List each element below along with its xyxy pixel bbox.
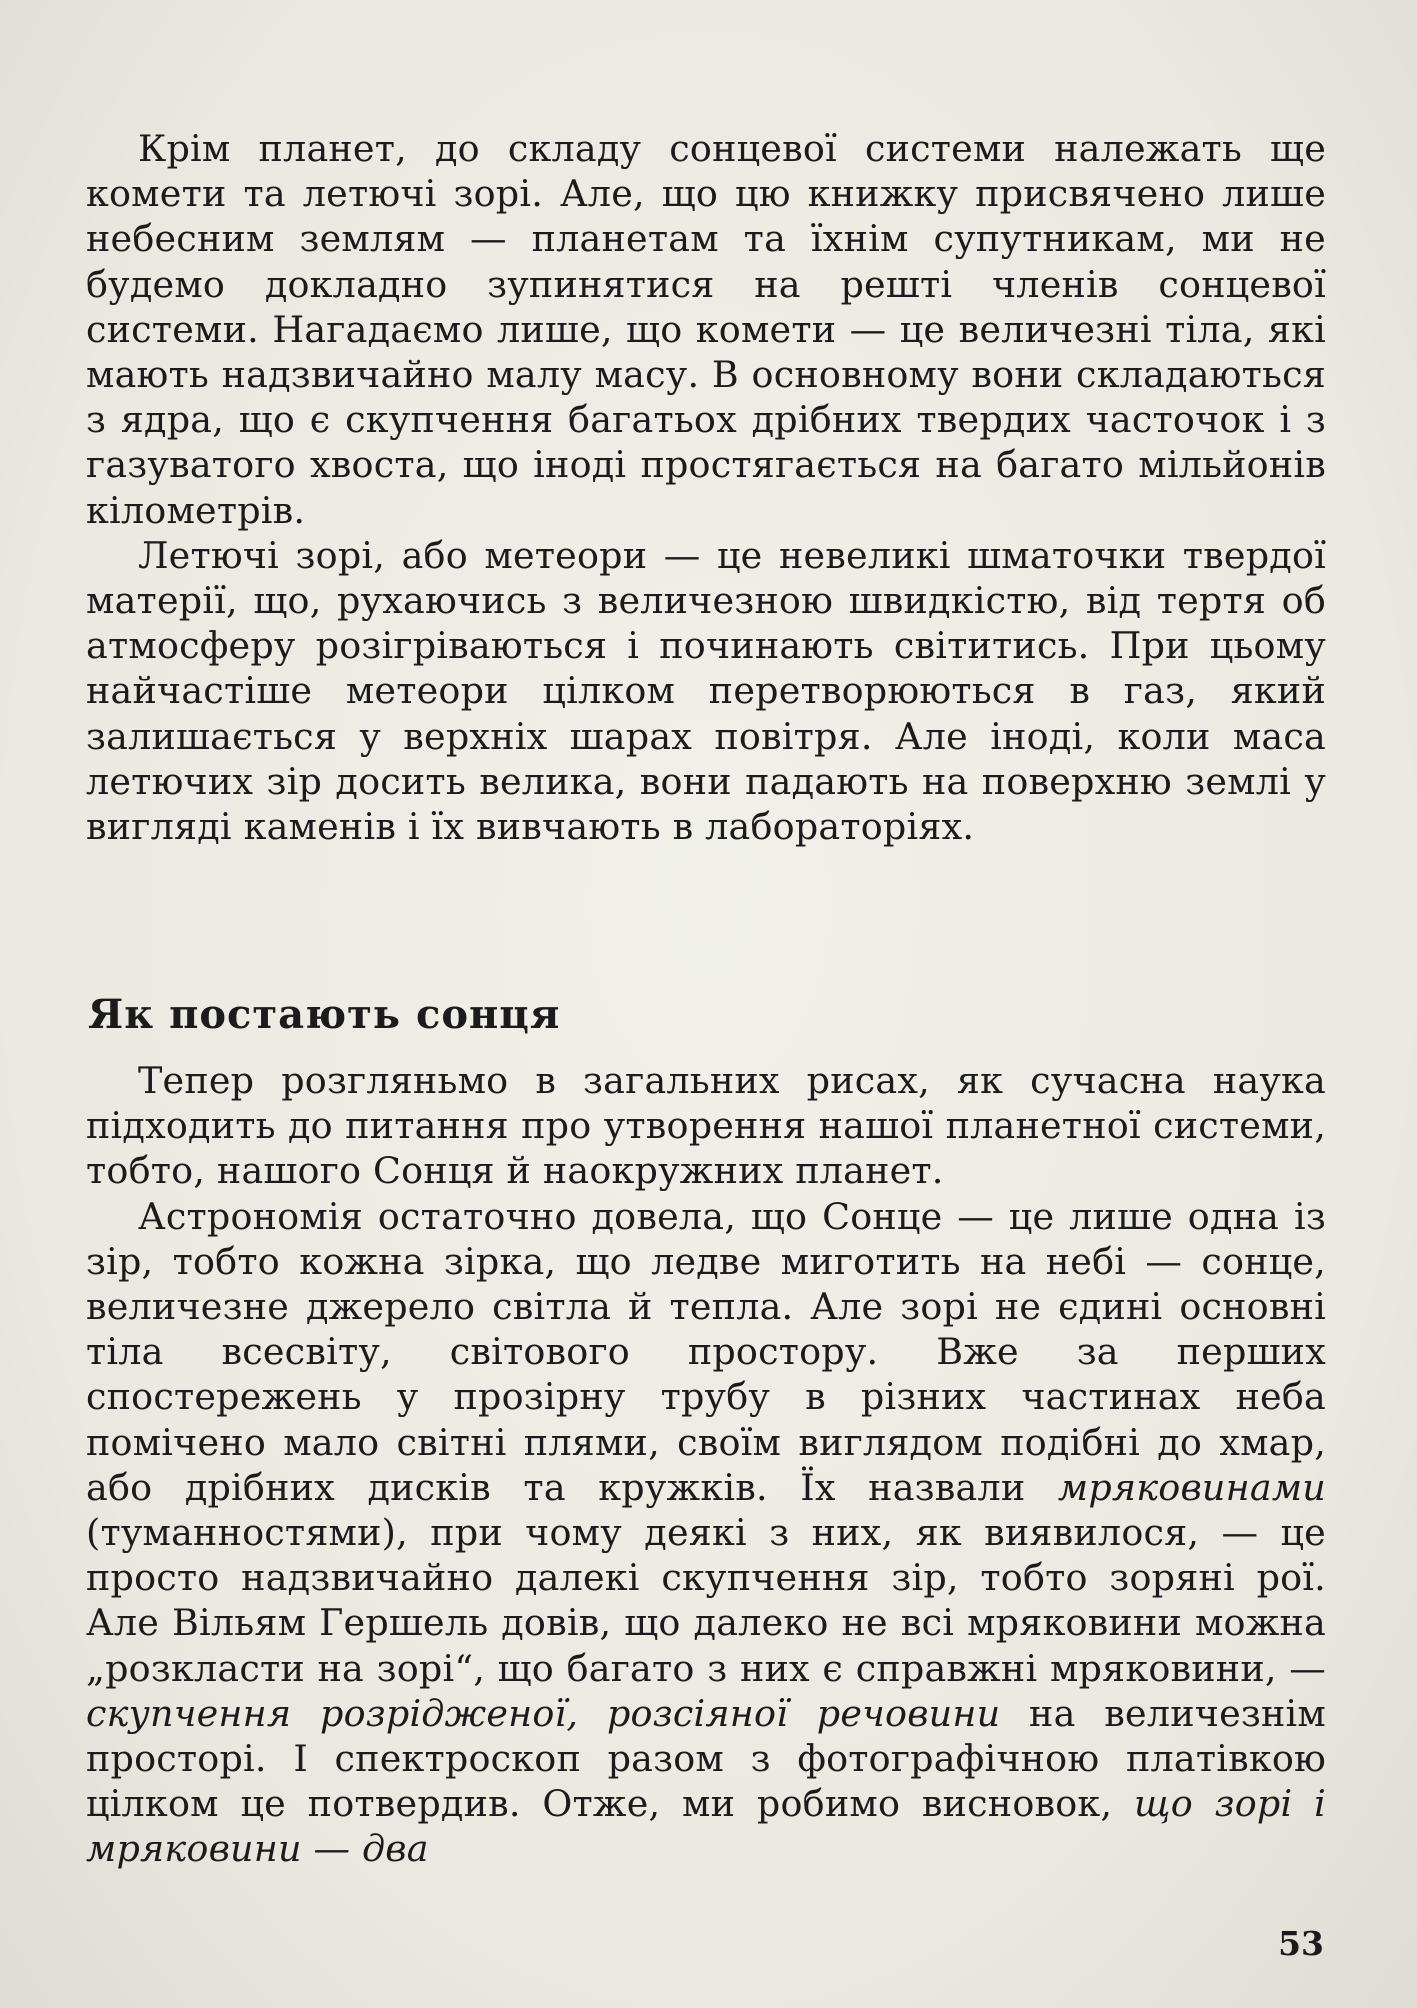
text-run: на величезнім просторі. І спектроскоп разом з фотографічною платівкою цілком це потвердив. Отже, ми робимо висновок, (86, 1691, 1326, 1826)
section-heading: Як постають сонця (88, 991, 561, 1038)
italic-term-nebulae: мряковинами (1057, 1465, 1326, 1509)
italic-phrase-conclusion: що зорі і мряковини — два (86, 1782, 1326, 1871)
page-number: 53 (1278, 1924, 1324, 1963)
italic-phrase-rarefied-matter: скупчення розрідженої, розсіяної речовини (86, 1691, 1001, 1735)
paragraph-intro: Тепер розгляньмо в загальних рисах, як сучасна наука підходить до питання про утворення нашої планетної системи, тобто, нашого Сонця й наокружних планет. (86, 1059, 1326, 1193)
section-how-suns-arise (86, 1058, 1326, 1872)
paragraph-comets: Крім планет, до складу сонцевої системи належать ще комети та летючі зорі. Але, що цю книжку присвячено лише небесним землям — планетам та їхнім супутникам, ми не будемо докладно зупинятися на решті членів сонцевої системи. Нагадаємо лише, що комети — це величезні тіла, які мають надзвичайно малу масу. В основному вони складаються з ядра, що є скупчення багатьох дрібних твердих часточок і з газуватого хвоста, що іноді простягається на багато мільйонів кілометрів. (86, 127, 1326, 532)
paragraph-meteors: Летючі зорі, або метеори — це невеликі шматочки твердої матерії, що, рухаючись з величезною швидкістю, від тертя об атмосферу розігріваються і починають світитись. При цьому найчастіше метеори цілком перетворюються в газ, який залишається у верхніх шарах повітря. Але іноді, коли маса летючих зір досить велика, вони падають на поверхню землі у вигляді каменів і їх вивчають в лабораторіях. (86, 533, 1326, 849)
section-comets-meteors (86, 126, 1326, 849)
text-run: Астрономія остаточно довела, що Сонце — це лише одна із зір, тобто кожна зірка, що ледве миготить на небі — сонце, величезне джерело світла й тепла. Але зорі не єдині основні тіла всесвіту, світового простору. Вже за перших спостережень у прозірну трубу в різних частинах неба помічено мало світні плями, своїм виглядом подібні до хмар, або дрібних дисків та кружків. Їх назвали (86, 1194, 1326, 1509)
text-run: (туманностями), при чому деякі з них, як виявилося, — це просто надзвичайно далекі скупчення зір, тобто зоряні рої. Але Вільям Гершель довів, що далеко не всі мряковини можна „розкласти на зорі“, що багато з них є справжні мряковини, — (86, 1511, 1326, 1690)
paragraph-astronomy (86, 1194, 1326, 1872)
